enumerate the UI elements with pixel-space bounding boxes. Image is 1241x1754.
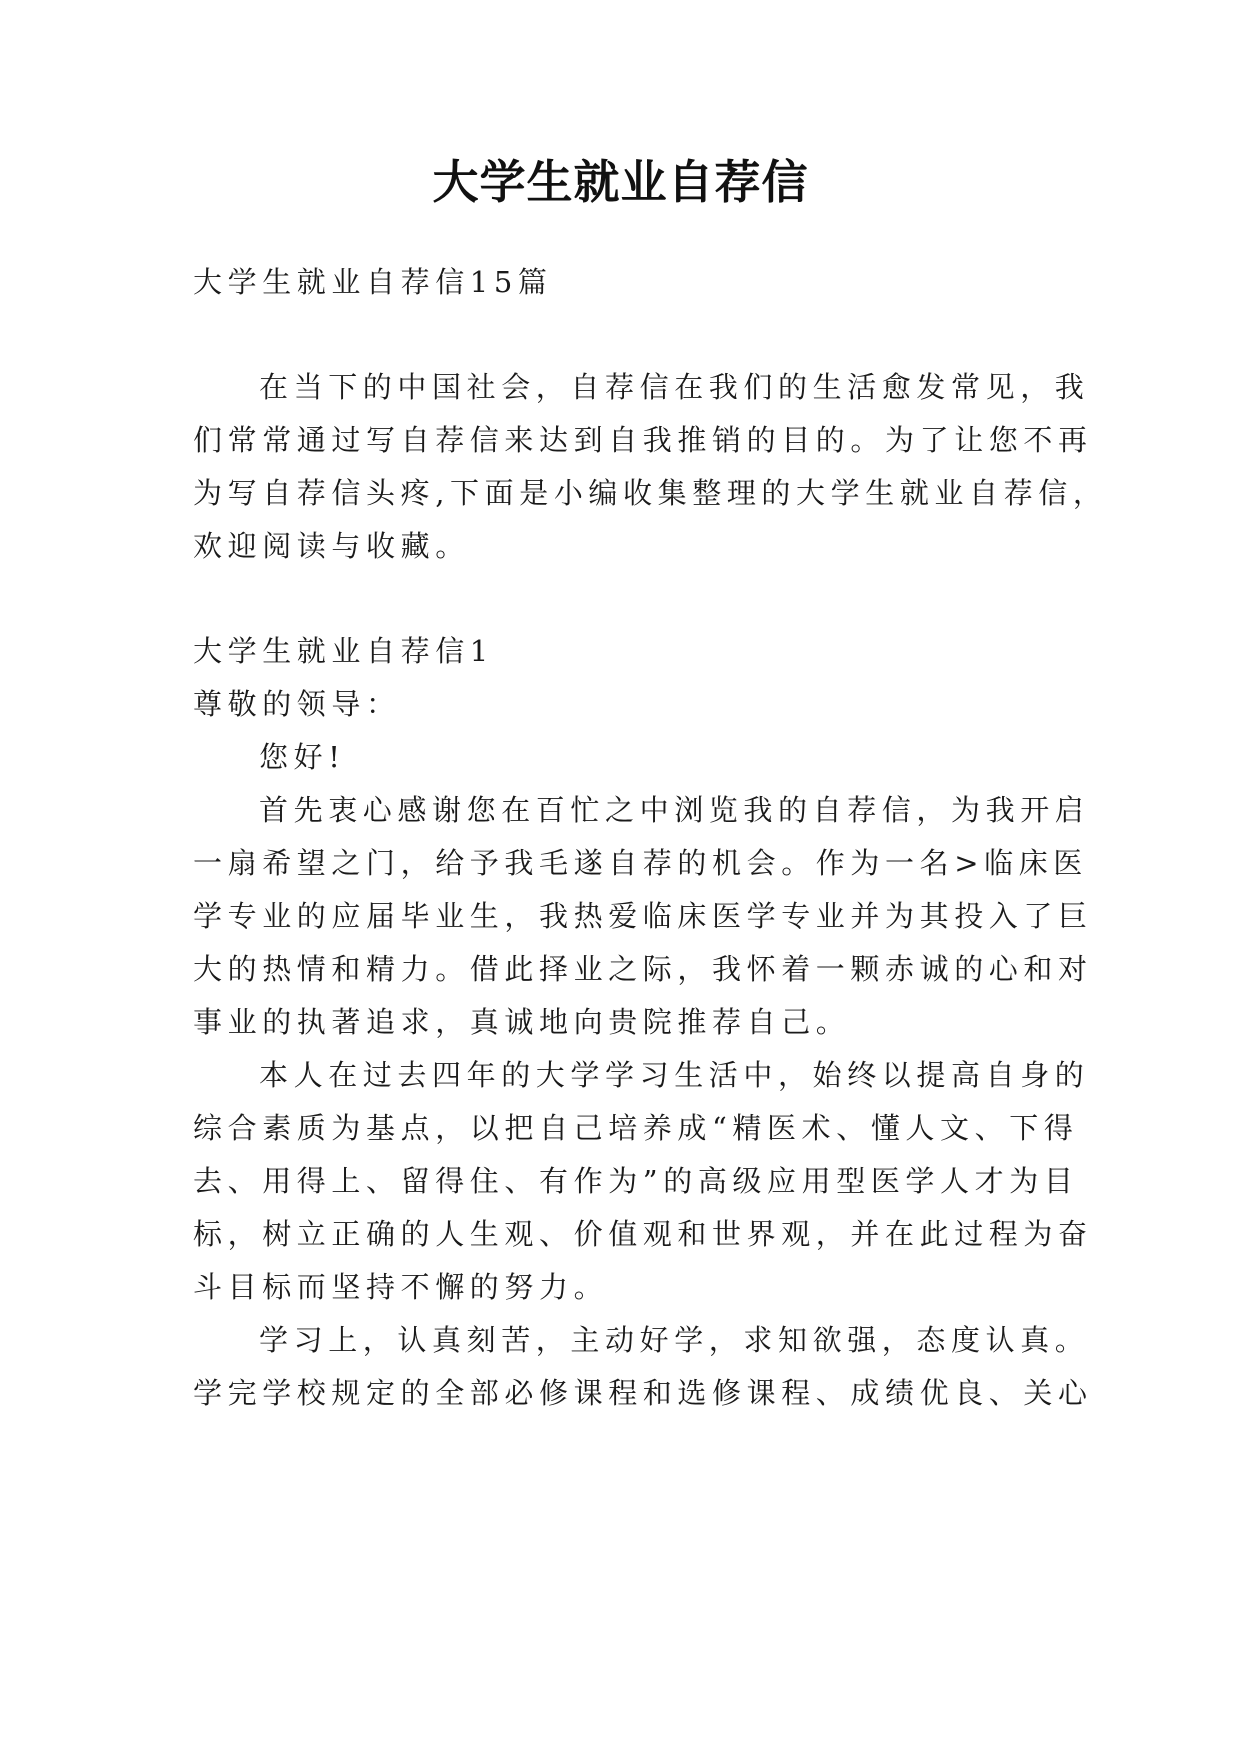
intro-line: 们常常通过写自荐信来达到自我推销的目的。为了让您不再 <box>193 423 1093 457</box>
paragraph-line: 学专业的应届毕业生，我热爱临床医学专业并为其投入了巨 <box>193 899 1093 933</box>
intro-line: 欢迎阅读与收藏。 <box>193 529 470 563</box>
paragraph-line: 事业的执著追求，真诚地向贵院推荐自己。 <box>193 1005 851 1039</box>
paragraph-line: 本人在过去四年的大学学习生活中，始终以提高自身的 <box>259 1058 1090 1092</box>
page-title: 大学生就业自荐信 <box>432 155 809 209</box>
salutation: 尊敬的领导： <box>193 687 401 721</box>
greeting: 您好! <box>259 740 346 774</box>
paragraph-line: 综合素质为基点，以把自己培养成“精医术、懂人文、下得 <box>193 1111 1079 1145</box>
paragraph-line: 大的热情和精力。借此择业之际，我怀着一颗赤诚的心和对 <box>193 952 1093 986</box>
intro-line: 为写自荐信头疼,下面是小编收集整理的大学生就业自荐信， <box>193 476 1108 510</box>
document-subtitle: 大学生就业自荐信15篇 <box>193 265 553 299</box>
paragraph-line: 去、用得上、留得住、有作为”的高级应用型医学人才为目 <box>193 1164 1079 1198</box>
letter-heading: 大学生就业自荐信1 <box>193 634 494 668</box>
paragraph-line: 斗目标而坚持不懈的努力。 <box>193 1270 609 1304</box>
paragraph-line: 标，树立正确的人生观、价值观和世界观，并在此过程为奋 <box>193 1217 1093 1251</box>
intro-line: 在当下的中国社会，自荐信在我们的生活愈发常见，我 <box>259 370 1090 404</box>
paragraph-line: 一扇希望之门，给予我毛遂自荐的机会。作为一名>临床医 <box>193 846 1088 880</box>
paragraph-line: 首先衷心感谢您在百忙之中浏览我的自荐信，为我开启 <box>259 793 1090 827</box>
paragraph-line: 学完学校规定的全部必修课程和选修课程、成绩优良、关心 <box>193 1376 1093 1410</box>
paragraph-line: 学习上，认真刻苦，主动好学，求知欲强，态度认真。 <box>259 1323 1090 1357</box>
